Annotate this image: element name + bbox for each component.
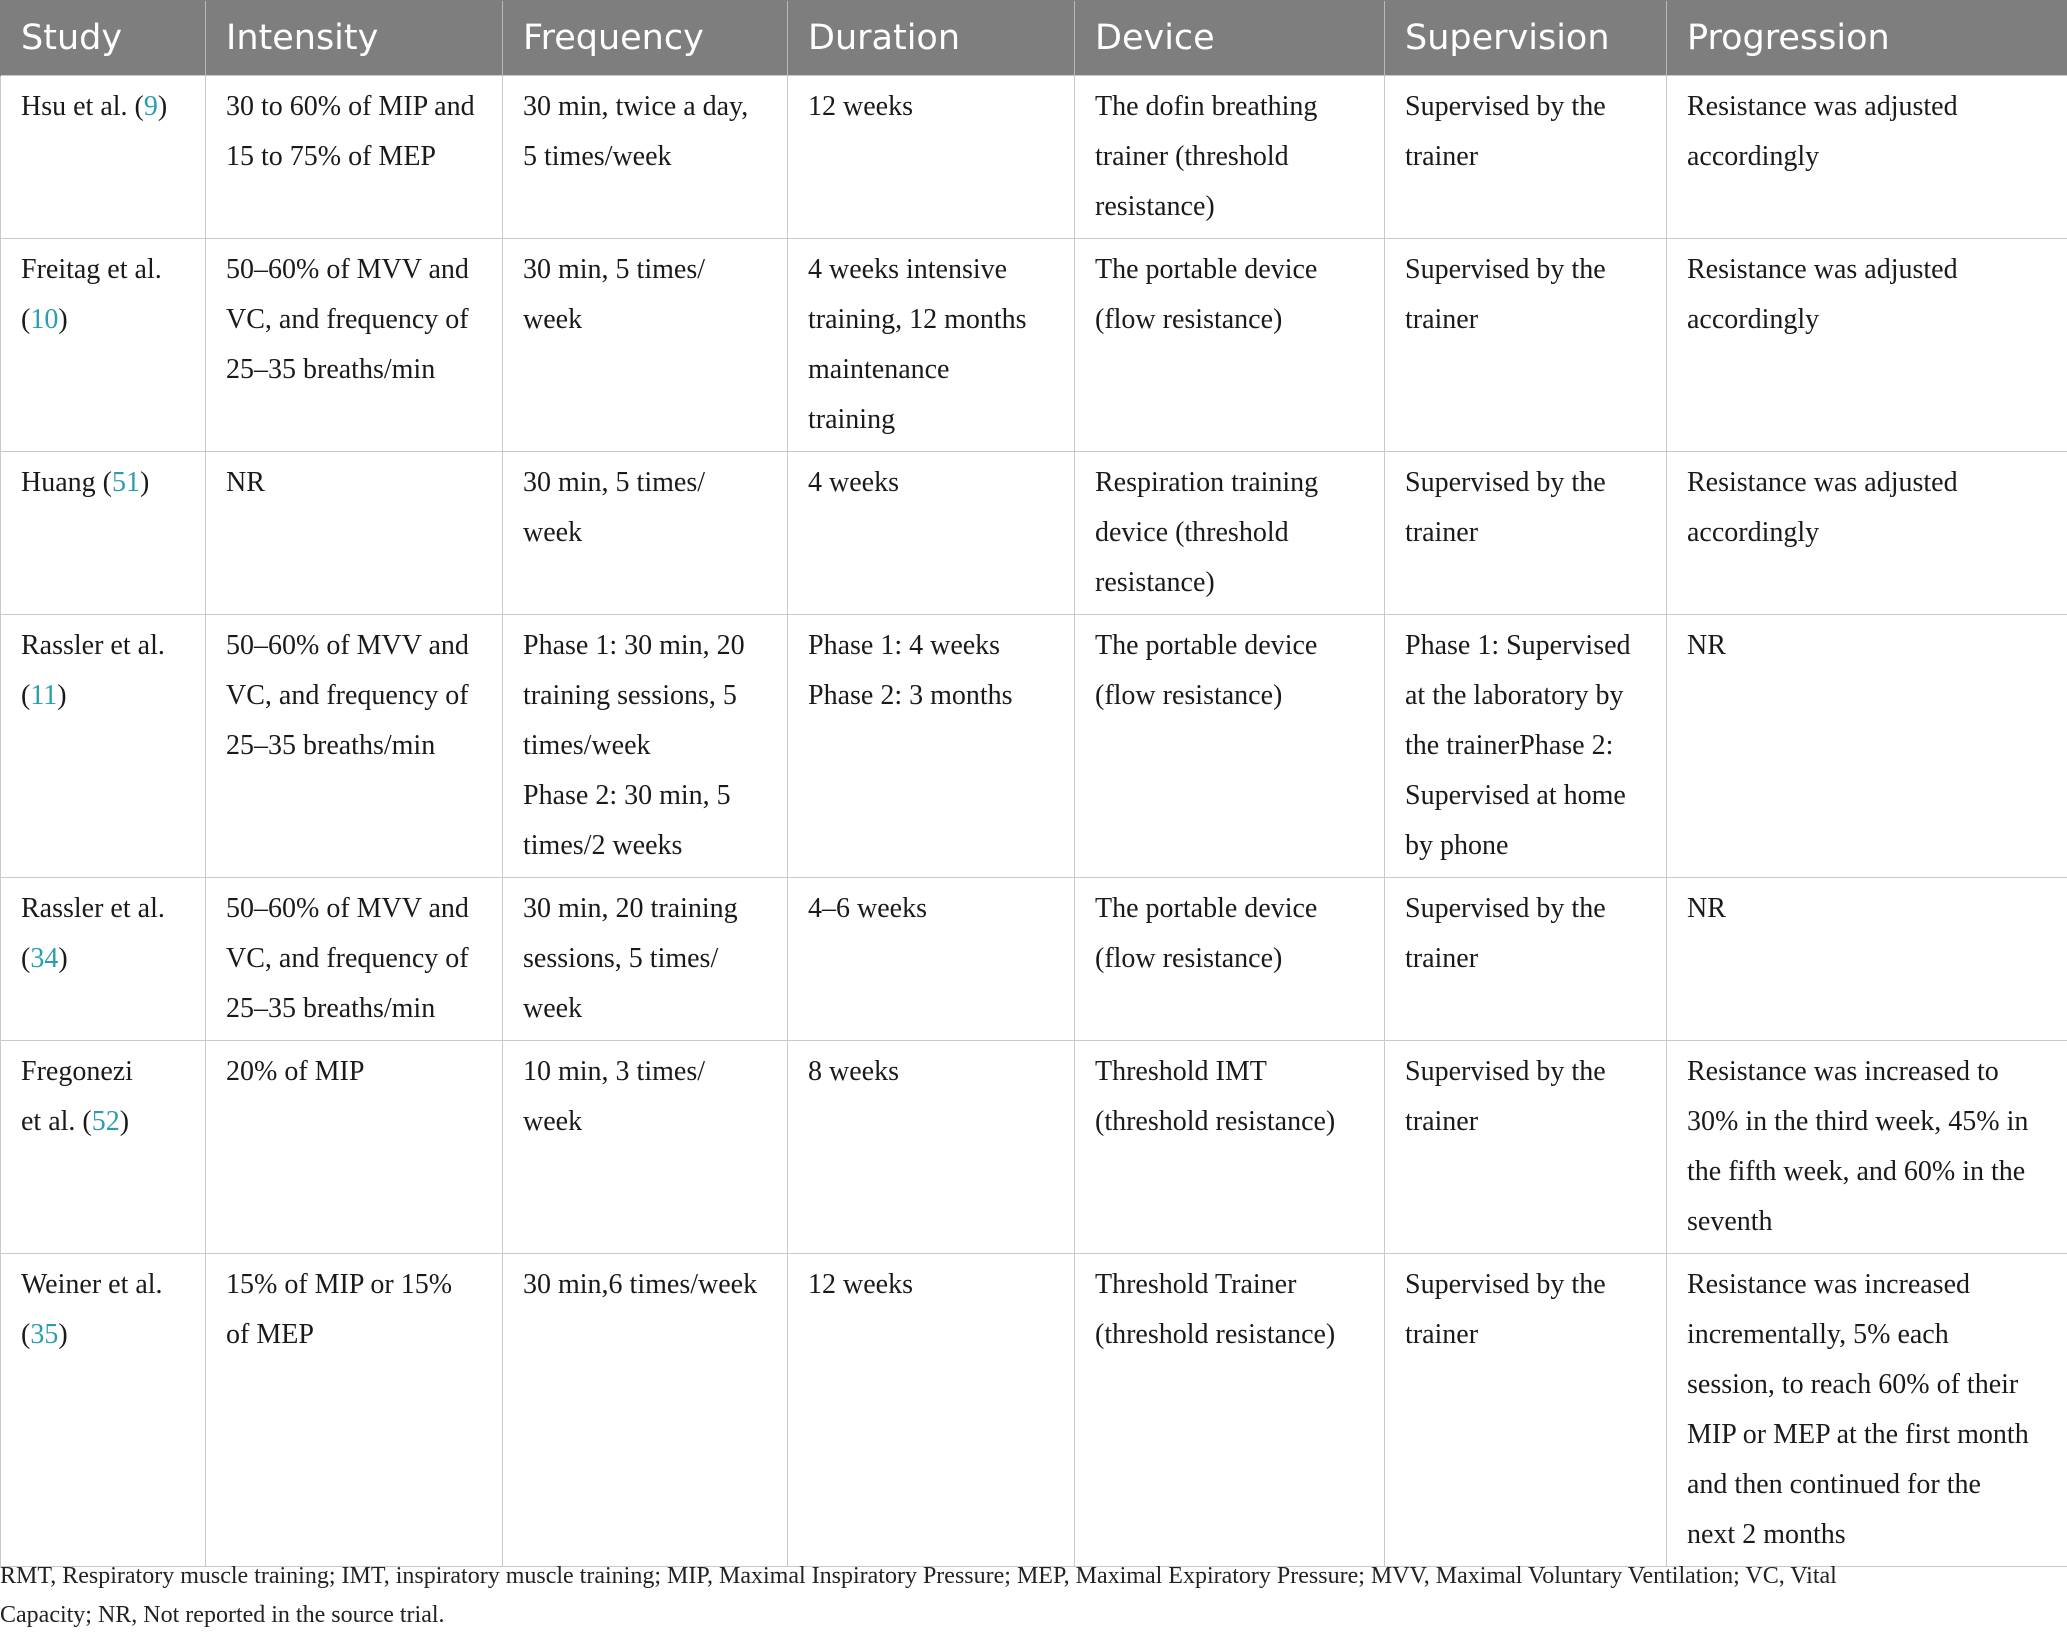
cell-line: 12 weeks (808, 91, 913, 122)
table-body (1, 76, 2067, 1567)
cell-line: The dofin breathing (1095, 91, 1318, 122)
cell-line: training (808, 404, 896, 435)
reference-link[interactable]: 10 (30, 304, 59, 335)
cell-supervision (1385, 1254, 1667, 1567)
table-footnote (0, 1557, 2060, 1635)
study-text: ) (58, 304, 68, 335)
cell-line: (threshold resistance) (1095, 1319, 1336, 1350)
cell-progression (1667, 878, 2067, 1041)
cell-line: 5 times/week (523, 141, 672, 172)
cell-line: 30 min, 5 times/ (523, 467, 705, 498)
header-study: Study (1, 1, 206, 76)
cell-line: 30% in the third week, 45% in (1687, 1106, 2029, 1137)
study-text: et al. ( (21, 1106, 92, 1137)
study-text: Weiner et al. (21, 1269, 163, 1300)
cell-line: 30 min, twice a day, (523, 91, 749, 122)
cell-line: 12 weeks (808, 1269, 913, 1300)
cell-line: accordingly (1687, 517, 1820, 548)
cell-frequency (503, 615, 788, 878)
study-text: ) (139, 467, 150, 498)
cell-line: times/2 weeks (523, 830, 683, 861)
cell-progression (1667, 239, 2067, 452)
cell-intensity (206, 76, 503, 239)
cell-line: The portable device (1095, 893, 1318, 924)
study-text: ) (58, 1319, 68, 1350)
cell-line: 25–35 breaths/min (226, 993, 436, 1024)
cell-supervision (1385, 452, 1667, 615)
cell-study (1, 878, 206, 1041)
cell-line: next 2 months (1687, 1519, 1846, 1550)
cell-line: Supervised by the (1405, 893, 1606, 924)
cell-duration (788, 76, 1075, 239)
cell-line: week (523, 993, 583, 1024)
cell-line: trainer (1405, 1319, 1479, 1350)
cell-line: the trainerPhase 2: (1405, 730, 1614, 761)
table-row (1, 1041, 2067, 1254)
cell-intensity (206, 1254, 503, 1567)
cell-line: Phase 2: 3 months (808, 680, 1013, 711)
cell-line: Supervised by the (1405, 1269, 1606, 1300)
cell-device (1075, 1041, 1385, 1254)
study-text: Fregonezi (21, 1056, 133, 1087)
cell-line: 30 min, 5 times/ (523, 254, 705, 285)
reference-link[interactable]: 9 (143, 91, 158, 122)
cell-study (1, 1041, 206, 1254)
cell-intensity (206, 615, 503, 878)
study-text: ) (58, 943, 68, 974)
cell-line: device (threshold (1095, 517, 1289, 548)
cell-line: training, 12 months (808, 304, 1027, 335)
cell-study (1, 239, 206, 452)
study-text: ( (21, 1319, 31, 1350)
cell-line: Supervised by the (1405, 91, 1606, 122)
cell-line: MIP or MEP at the first month (1687, 1419, 2029, 1450)
cell-line: Resistance was adjusted (1687, 254, 1958, 285)
cell-line: resistance) (1095, 567, 1215, 598)
cell-supervision (1385, 615, 1667, 878)
cell-device (1075, 239, 1385, 452)
cell-progression (1667, 615, 2067, 878)
cell-line: trainer (1405, 141, 1479, 172)
cell-duration (788, 1254, 1075, 1567)
header-row (1, 1, 2067, 76)
cell-line: seventh (1687, 1206, 1773, 1237)
study-text: ( (21, 304, 31, 335)
cell-study (1, 615, 206, 878)
cell-supervision (1385, 239, 1667, 452)
cell-study (1, 1254, 206, 1567)
cell-line: 50–60% of MVV and (226, 630, 469, 661)
cell-line: 30 min, 20 training (523, 893, 738, 924)
table-row (1, 76, 2067, 239)
study-text: Rassler et al. (21, 630, 165, 661)
footnote-line: Capacity; NR, Not reported in the source trial. (0, 1602, 445, 1628)
reference-link[interactable]: 51 (111, 467, 140, 498)
cell-line: resistance) (1095, 191, 1215, 222)
study-text: Freitag et al. (21, 254, 162, 285)
cell-line: incrementally, 5% each (1687, 1319, 1949, 1350)
cell-duration (788, 878, 1075, 1041)
cell-duration (788, 615, 1075, 878)
cell-frequency (503, 878, 788, 1041)
cell-frequency (503, 76, 788, 239)
cell-line: Phase 1: 4 weeks (808, 630, 1001, 661)
cell-progression (1667, 76, 2067, 239)
study-text: Rassler et al. (21, 893, 165, 924)
reference-link[interactable]: 35 (30, 1319, 59, 1350)
cell-line: 15 to 75% of MEP (226, 141, 436, 172)
cell-line: trainer (1405, 517, 1479, 548)
cell-line: Phase 1: 30 min, 20 (523, 630, 745, 661)
reference-link[interactable]: 52 (91, 1106, 120, 1137)
header-supervision: Supervision (1385, 1, 1667, 76)
cell-line: VC, and frequency of (226, 943, 469, 974)
cell-frequency (503, 239, 788, 452)
cell-line: VC, and frequency of (226, 680, 469, 711)
header-duration: Duration (788, 1, 1075, 76)
cell-line: 10 min, 3 times/ (523, 1056, 705, 1087)
cell-line: Threshold IMT (1095, 1056, 1267, 1087)
cell-line: the fifth week, and 60% in the (1687, 1156, 2026, 1187)
cell-line: training sessions, 5 (523, 680, 737, 711)
cell-study (1, 76, 206, 239)
cell-line: 8 weeks (808, 1056, 899, 1087)
cell-intensity (206, 452, 503, 615)
cell-line: 4–6 weeks (808, 893, 927, 924)
cell-intensity (206, 1041, 503, 1254)
cell-line: Resistance was adjusted (1687, 467, 1958, 498)
cell-line: 30 min,6 times/week (523, 1269, 758, 1300)
table-row (1, 1254, 2067, 1567)
cell-duration (788, 452, 1075, 615)
table-row (1, 452, 2067, 615)
header-progression: Progression (1667, 1, 2067, 76)
table-row (1, 239, 2067, 452)
cell-progression (1667, 1041, 2067, 1254)
header-device: Device (1075, 1, 1385, 76)
cell-line: at the laboratory by (1405, 680, 1624, 711)
cell-duration (788, 1041, 1075, 1254)
cell-line: The portable device (1095, 630, 1318, 661)
header-intensity: Intensity (206, 1, 503, 76)
cell-line: (threshold resistance) (1095, 1106, 1336, 1137)
cell-line: Respiration training (1095, 467, 1319, 498)
cell-line: and then continued for the (1687, 1469, 1981, 1500)
cell-line: 4 weeks intensive (808, 254, 1008, 285)
cell-frequency (503, 1041, 788, 1254)
cell-line: NR (1687, 630, 1726, 661)
cell-line: (flow resistance) (1095, 304, 1283, 335)
cell-line: Supervised by the (1405, 1056, 1606, 1087)
reference-link[interactable]: 34 (30, 943, 59, 974)
table-row (1, 615, 2067, 878)
table-row (1, 878, 2067, 1041)
cell-line: 50–60% of MVV and (226, 893, 469, 924)
cell-progression (1667, 1254, 2067, 1567)
cell-frequency (503, 1254, 788, 1567)
study-text: Hsu et al. ( (21, 91, 144, 122)
cell-progression (1667, 452, 2067, 615)
cell-line: VC, and frequency of (226, 304, 469, 335)
cell-supervision (1385, 76, 1667, 239)
cell-line: times/week (523, 730, 651, 761)
cell-line: week (523, 517, 583, 548)
cell-frequency (503, 452, 788, 615)
cell-line: trainer (1405, 1106, 1479, 1137)
cell-duration (788, 239, 1075, 452)
cell-line: Threshold Trainer (1095, 1269, 1297, 1300)
cell-line: Phase 2: 30 min, 5 (523, 780, 731, 811)
cell-line: 25–35 breaths/min (226, 354, 436, 385)
cell-device (1075, 1254, 1385, 1567)
cell-line: sessions, 5 times/ (523, 943, 719, 974)
cell-line: trainer (threshold (1095, 141, 1289, 172)
study-text: ) (57, 680, 67, 711)
cell-line: accordingly (1687, 304, 1820, 335)
cell-line: NR (226, 467, 265, 498)
cell-device (1075, 452, 1385, 615)
cell-device (1075, 878, 1385, 1041)
cell-line: (flow resistance) (1095, 943, 1283, 974)
cell-line: 50–60% of MVV and (226, 254, 469, 285)
cell-line: 15% of MIP or 15% (226, 1269, 453, 1300)
study-text: Huang ( (21, 467, 112, 498)
cell-line: Phase 1: Supervised (1405, 630, 1631, 661)
cell-line: (flow resistance) (1095, 680, 1283, 711)
cell-intensity (206, 239, 503, 452)
cell-device (1075, 76, 1385, 239)
cell-supervision (1385, 1041, 1667, 1254)
study-text: ) (119, 1106, 130, 1137)
cell-line: NR (1687, 893, 1726, 924)
cell-line: by phone (1405, 830, 1509, 861)
cell-device (1075, 615, 1385, 878)
cell-line: Resistance was increased to (1687, 1056, 1999, 1087)
cell-line: The portable device (1095, 254, 1318, 285)
cell-study (1, 452, 206, 615)
study-text: ) (157, 91, 168, 122)
cell-line: Resistance was increased (1687, 1269, 1970, 1300)
cell-intensity (206, 878, 503, 1041)
cell-supervision (1385, 878, 1667, 1041)
cell-line: 4 weeks (808, 467, 899, 498)
cell-line: of MEP (226, 1319, 314, 1350)
table-header (1, 1, 2067, 76)
cell-line: trainer (1405, 943, 1479, 974)
cell-line: maintenance (808, 354, 950, 385)
cell-line: 20% of MIP (226, 1056, 365, 1087)
cell-line: Supervised by the (1405, 467, 1606, 498)
reference-link[interactable]: 11 (30, 680, 58, 711)
cell-line: Supervised by the (1405, 254, 1606, 285)
cell-line: accordingly (1687, 141, 1820, 172)
cell-line: 30 to 60% of MIP and (226, 91, 475, 122)
study-text: ( (21, 680, 31, 711)
cell-line: week (523, 1106, 583, 1137)
footnote-line: RMT, Respiratory muscle training; IMT, inspiratory muscle training; MIP, Maximal Inspiratory Pressure; MEP, Maximal Expiratory Pressure; MVV, Maximal Voluntary Ventilation; VC, Vital (0, 1563, 1837, 1589)
header-frequency: Frequency (503, 1, 788, 76)
cell-line: week (523, 304, 583, 335)
study-text: ( (21, 943, 31, 974)
cell-line: 25–35 breaths/min (226, 730, 436, 761)
cell-line: Supervised at home (1405, 780, 1626, 811)
cell-line: Resistance was adjusted (1687, 91, 1958, 122)
cell-line: trainer (1405, 304, 1479, 335)
cell-line: session, to reach 60% of their (1687, 1369, 2019, 1400)
